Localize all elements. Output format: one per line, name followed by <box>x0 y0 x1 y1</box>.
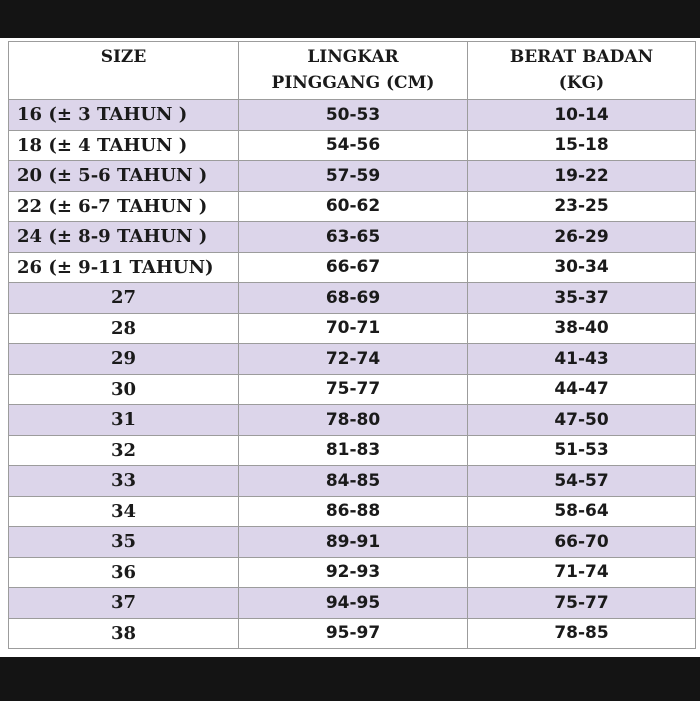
waist-cell: 70-71 <box>239 313 468 344</box>
table-row <box>9 191 696 222</box>
header-weight <box>468 42 696 100</box>
size-cell: 26 (± 9-11 TAHUN) <box>9 252 239 283</box>
waist-cell: 86-88 <box>239 496 468 527</box>
header-weight-line-2: (KG) <box>558 73 605 93</box>
size-cell: 24 (± 8-9 TAHUN ) <box>9 222 239 253</box>
header-waist <box>239 42 468 100</box>
waist-cell: 95-97 <box>239 618 468 649</box>
waist-cell: 66-67 <box>239 252 468 283</box>
header-waist-line-1: LINGKAR <box>307 47 399 67</box>
size-cell: 35 <box>9 527 239 558</box>
waist-cell: 89-91 <box>239 527 468 558</box>
weight-cell: 15-18 <box>468 130 696 161</box>
size-cell: 16 (± 3 TAHUN ) <box>9 100 239 131</box>
table-row <box>9 161 696 192</box>
size-cell: 29 <box>9 344 239 375</box>
weight-cell: 44-47 <box>468 374 696 405</box>
size-chart-table <box>8 41 696 649</box>
size-cell: 33 <box>9 466 239 497</box>
header-row <box>9 42 696 100</box>
size-cell: 34 <box>9 496 239 527</box>
table-row <box>9 374 696 405</box>
table-row <box>9 588 696 619</box>
waist-cell: 81-83 <box>239 435 468 466</box>
waist-cell: 60-62 <box>239 191 468 222</box>
waist-cell: 92-93 <box>239 557 468 588</box>
weight-cell: 54-57 <box>468 466 696 497</box>
size-cell: 32 <box>9 435 239 466</box>
header-weight-line-1: BERAT BADAN <box>509 47 654 67</box>
waist-cell: 50-53 <box>239 100 468 131</box>
waist-cell: 84-85 <box>239 466 468 497</box>
weight-cell: 78-85 <box>468 618 696 649</box>
table-row <box>9 557 696 588</box>
size-cell: 37 <box>9 588 239 619</box>
waist-cell: 72-74 <box>239 344 468 375</box>
weight-cell: 51-53 <box>468 435 696 466</box>
size-cell: 38 <box>9 618 239 649</box>
size-chart-sheet <box>0 38 700 657</box>
bottom-letterbox-bar <box>0 657 700 701</box>
size-cell: 31 <box>9 405 239 436</box>
weight-cell: 71-74 <box>468 557 696 588</box>
weight-cell: 38-40 <box>468 313 696 344</box>
header-size <box>9 42 239 100</box>
waist-cell: 63-65 <box>239 222 468 253</box>
table-row <box>9 222 696 253</box>
waist-cell: 68-69 <box>239 283 468 314</box>
waist-cell: 54-56 <box>239 130 468 161</box>
size-cell: 18 (± 4 TAHUN ) <box>9 130 239 161</box>
weight-cell: 19-22 <box>468 161 696 192</box>
header-size-line-1: SIZE <box>100 47 147 67</box>
table-row <box>9 618 696 649</box>
table-row <box>9 313 696 344</box>
weight-cell: 26-29 <box>468 222 696 253</box>
table-row <box>9 527 696 558</box>
weight-cell: 30-34 <box>468 252 696 283</box>
weight-cell: 47-50 <box>468 405 696 436</box>
weight-cell: 10-14 <box>468 100 696 131</box>
weight-cell: 35-37 <box>468 283 696 314</box>
size-cell: 22 (± 6-7 TAHUN ) <box>9 191 239 222</box>
size-cell: 36 <box>9 557 239 588</box>
table-row <box>9 435 696 466</box>
table-row <box>9 466 696 497</box>
weight-cell: 58-64 <box>468 496 696 527</box>
table-row <box>9 405 696 436</box>
weight-cell: 23-25 <box>468 191 696 222</box>
weight-cell: 75-77 <box>468 588 696 619</box>
table-row <box>9 283 696 314</box>
table-row <box>9 252 696 283</box>
table-row <box>9 496 696 527</box>
top-letterbox-bar <box>0 0 700 38</box>
waist-cell: 94-95 <box>239 588 468 619</box>
waist-cell: 75-77 <box>239 374 468 405</box>
size-cell: 30 <box>9 374 239 405</box>
size-cell: 27 <box>9 283 239 314</box>
waist-cell: 78-80 <box>239 405 468 436</box>
size-cell: 28 <box>9 313 239 344</box>
weight-cell: 41-43 <box>468 344 696 375</box>
table-row <box>9 100 696 131</box>
size-cell: 20 (± 5-6 TAHUN ) <box>9 161 239 192</box>
weight-cell: 66-70 <box>468 527 696 558</box>
table-row <box>9 344 696 375</box>
waist-cell: 57-59 <box>239 161 468 192</box>
table-row <box>9 130 696 161</box>
header-waist-line-2: PINGGANG (CM) <box>271 73 435 93</box>
